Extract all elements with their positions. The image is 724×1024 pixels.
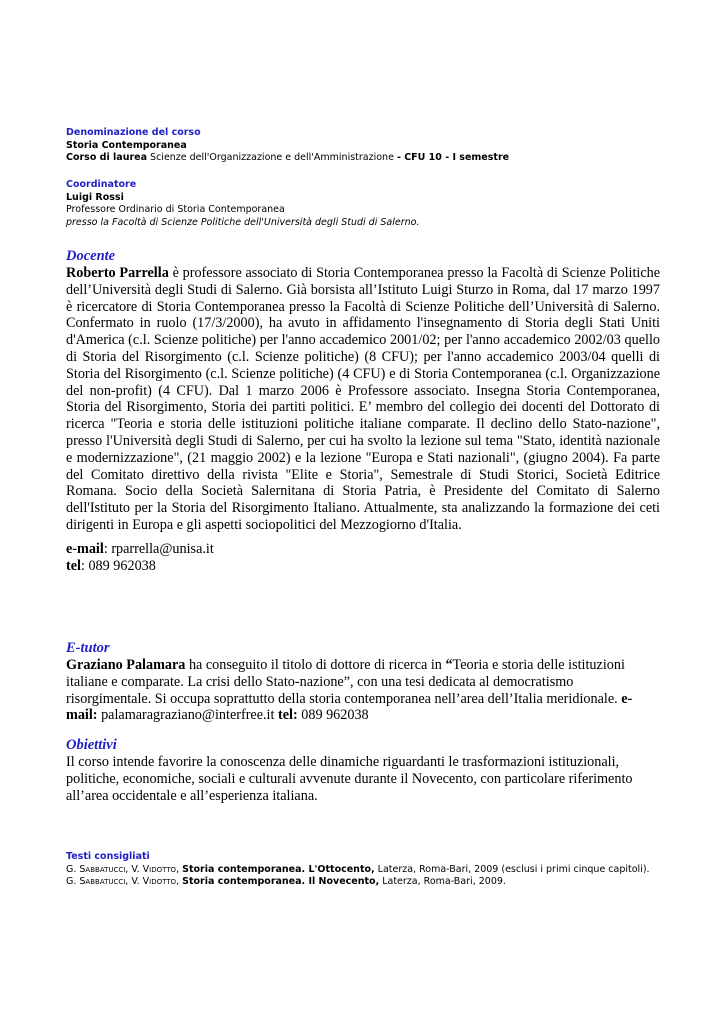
- etutor-quote-open: “: [445, 657, 453, 673]
- course-name: Storia Contemporanea: [66, 139, 187, 151]
- testi-title: Storia contemporanea. Il Novecento,: [182, 876, 380, 888]
- testi-section: [66, 851, 696, 889]
- etutor-email[interactable]: palamaragraziano@interfree.it: [101, 707, 275, 724]
- etutor-text-a: ha conseguito il titolo di dottore di ricerca in: [188, 657, 446, 673]
- coordinator-info: [66, 179, 686, 229]
- email-label: e-mail: [66, 541, 104, 557]
- docente-email[interactable]: : rparrella@unisa.it: [103, 541, 214, 557]
- course-info: [66, 127, 686, 165]
- testi-title: Storia contemporanea. L'Ottocento,: [182, 863, 375, 875]
- tel-label: tel: [66, 557, 81, 574]
- testi-label: Testi consigliati: [66, 851, 150, 862]
- docente-email-line: [66, 541, 660, 558]
- testi-rest: Laterza, Roma-Bari, 2009 (esclusi i primi cinque capitoli).: [377, 863, 650, 875]
- docente-tel-line: [66, 558, 660, 575]
- course-label: Denominazione del corso: [66, 127, 201, 138]
- coordinator-label: Coordinatore: [66, 179, 137, 190]
- testi-rest: Laterza, Roma-Bari, 2009.: [382, 876, 506, 888]
- etutor-tel-label: tel:: [278, 707, 298, 724]
- etutor-text-b: Teoria e storia delle istituzioni italiane e comparate. La crisi dello Stato-nazione”, con una tesi dedicata al democratismo risorgimentale. Si occupa soprattutto della storia contemporanea nell’area dell’Italia meridionale.: [66, 657, 625, 707]
- docente-section: [66, 248, 660, 534]
- docente-tel: : 089 962038: [80, 557, 156, 574]
- degree-credits: - CFU 10 - I semestre: [396, 152, 510, 164]
- obiettivi-heading: Obiettivi: [66, 737, 117, 753]
- etutor-heading: E-tutor: [66, 640, 110, 656]
- docente-bio-text: è professore associato di Storia Contemporanea presso la Facoltà di Scienze Politiche dell’Università degli Studi di Salerno. Già borsista all’Istituto Luigi Sturzo in Roma, dal 17 marzo 1997 è ricercatore di Storia Contemporanea presso la Facoltà di Scienze Politiche dell’Università di Salerno. Confermato in ruolo (17/3/2000), ha avuto in affidamento l'insegnamento di Storia degli Stati Uniti d'America (c.l. Scienze politiche) per l'anno accademico 2001/02; per l'anno accademico 2002/03 quello di Storia del Risorgimento (c.l. Scienze politiche) (8 CFU); per l'anno accademico 2003/04 quelli di Storia del Risorgimento (c.l. Scienze politiche) (4 CFU) e di Storia Contemporanea (c.l. Organizzazione del non-profit) (4 CFU). Dal 1 marzo 2006 è Professore associato. Insegna Storia Contemporanea, Storia del Risorgimento, Storia dei partiti politici. E’ membro del collegio dei docenti del Dottorato di ricerca "Teoria e storia delle istituzioni politiche italiane comparate. Il declino dello Stato-nazione", presso l'Università degli Studi di Salerno, per cui ha svolto la lezione sul tema "Stato, identità nazionale e modernizzazione", (21 maggio 2002) e la lezione "Europa e Stati nazionali", (giugno 2004). Fa parte del Comitato direttivo della rivista "Elite e Storia", Semestrale di Studi Storici, Società Editrice Romana. Socio della Società Salernitana di Storia Patria, è Presidente del Comitato di Salerno dell'Istituto per la Storia del Risorgimento Italiano. Attualmente, sta analizzando la formazione dei ceti dirigenti in Europa e gli aspetti sociopolitici del Mezzogiorno d'Italia.: [66, 265, 661, 533]
- docente-contacts: [66, 541, 660, 575]
- degree-line: [66, 152, 686, 165]
- obiettivi-text: Il corso intende favorire la conoscenza delle dinamiche riguardanti le trasformazioni istituzionali, politiche, economiche, sociali e culturali avvenute durante il Novecento, con particolare riferimento all’area occidentale e all’esperienza italiana.: [66, 754, 633, 804]
- obiettivi-section: [66, 737, 660, 804]
- degree-label: Corso di laurea: [66, 152, 148, 164]
- testi-item: [66, 864, 696, 877]
- docente-name: Roberto Parrella: [66, 265, 169, 281]
- etutor-section: [66, 640, 660, 724]
- etutor-tel: 089 962038: [301, 707, 369, 724]
- testi-authors: G. Sabbatucci, V. Vidotto,: [66, 863, 180, 875]
- testi-item: [66, 876, 696, 889]
- docente-heading: Docente: [66, 248, 116, 264]
- docente-bio: [66, 265, 660, 534]
- etutor-email-label: e-mail:: [66, 690, 633, 724]
- coordinator-role: Professore Ordinario di Storia Contemporanea: [66, 204, 285, 216]
- coordinator-affiliation: presso la Facoltà di Scienze Politiche dell'Università degli Studi di Salerno.: [66, 216, 420, 228]
- coordinator-name: Luigi Rossi: [66, 191, 124, 203]
- etutor-text: [66, 657, 660, 724]
- testi-authors: G. Sabbatucci, V. Vidotto,: [66, 876, 180, 888]
- etutor-name: Graziano Palamara: [66, 657, 186, 673]
- degree-name: Scienze dell'Organizzazione e dell'Amministrazione: [150, 152, 394, 164]
